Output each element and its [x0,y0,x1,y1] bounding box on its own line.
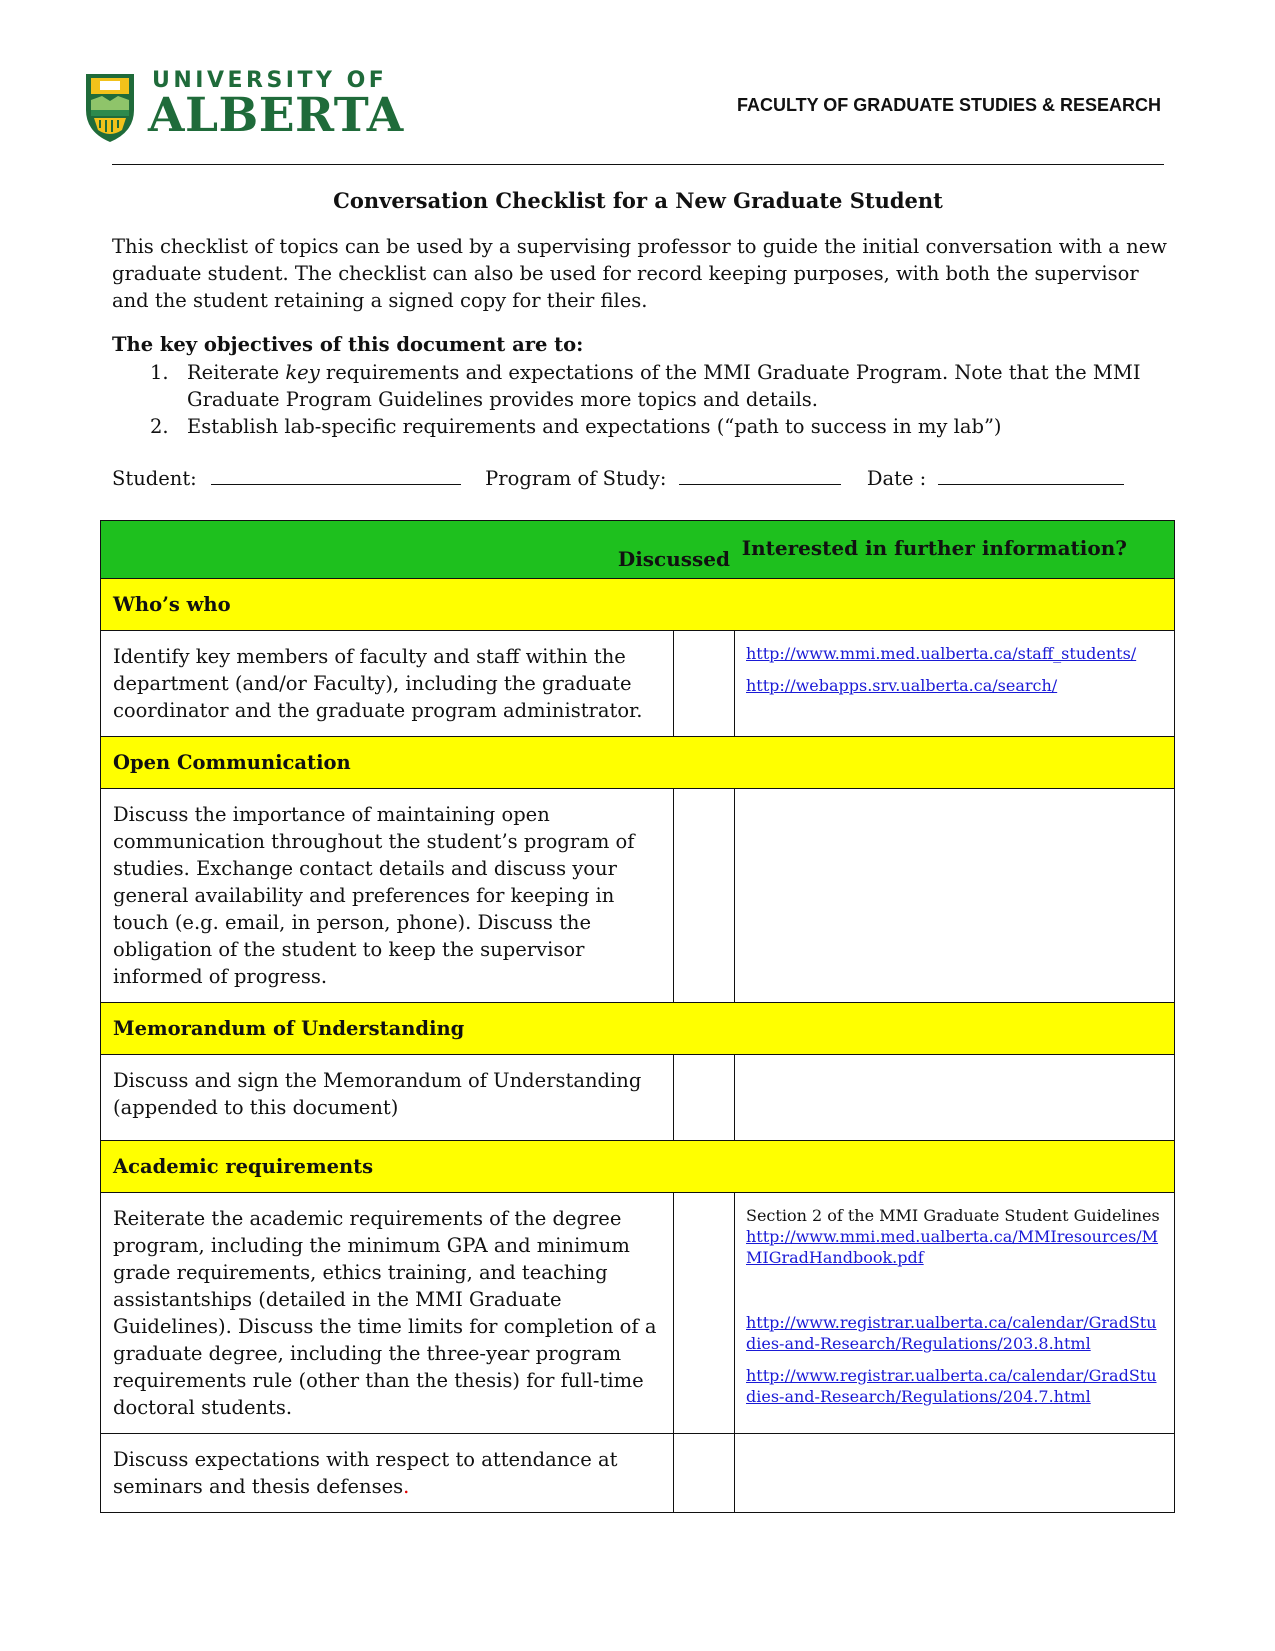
table-row [101,1434,1175,1513]
row-description: Discuss expectations with respect to attendance at seminars and thesis defenses. [101,1434,674,1513]
objectives-list [112,359,1172,440]
discussed-cell[interactable] [674,1434,735,1513]
discussed-cell[interactable] [674,789,735,1003]
col-discussed: Discussed [617,547,730,571]
col-interest: Interested in further information? [741,536,1127,560]
faculty-name: FACULTY OF GRADUATE STUDIES & RESEARCH [736,95,1161,115]
objective-item: 1. Reiterate key requirements and expectations of the MMI Graduate Program. Note that the MMI Graduate Program Guidelines provides more topics and details. [150,361,1141,411]
guideline-note: Section 2 of the MMI Graduate Student Guidelines [746,1206,1160,1225]
discussed-cell[interactable] [674,1193,735,1434]
header-divider [112,164,1164,165]
student-info-fields [112,467,1124,490]
red-period: . [403,1475,410,1498]
row-description: Reiterate the academic requirements of the degree program, including the minimum GPA and minimum grade requirements, ethics training, and teaching assistantships (detailed in the MMI Graduate Guidelines). Discuss the time limits for completion of a graduate degree, including the three-year program requirements rule (other than the thesis) for full-time doctoral students. [101,1193,674,1434]
section-header: Open Communication [101,737,1175,789]
link[interactable]: http://www.mmi.med.ualberta.ca/MMIresources/MMIGradHandbook.pdf [746,1227,1159,1267]
logo-university-of: UNIVERSITY OF [152,68,388,93]
student-field[interactable] [211,468,461,485]
link[interactable]: http://www.registrar.ualberta.ca/calendar/GradStudies-and-Research/Regulations/203.8.html [746,1313,1157,1353]
student-label: Student: [112,467,197,490]
info-cell[interactable] [735,789,1175,1003]
section-header: Academic requirements [101,1141,1175,1193]
info-cell[interactable] [735,1055,1175,1141]
info-cell [735,631,1175,737]
link[interactable]: http://webapps.srv.ualberta.ca/search/ [746,676,1058,695]
date-label: Date : [866,467,927,490]
info-cell [735,1193,1175,1434]
checklist-table [100,520,1175,1513]
program-field[interactable] [679,468,841,485]
emphasis-key: key [285,361,320,384]
intro-paragraph: This checklist of topics can be used by a supervising professor to guide the initial conversation with a new graduate student. The checklist can also be used for record keeping purposes, with both the supervisor and the student retaining a signed copy for their files. [112,235,1167,312]
table-row [101,1193,1175,1434]
table-header [101,521,1175,579]
row-description: Identify key members of faculty and staff within the department (and/or Faculty), including the graduate coordinator and the graduate program administrator. [101,631,674,737]
document-title: Conversation Checklist for a New Graduate Student [333,188,943,213]
discussed-cell[interactable] [674,1055,735,1141]
table-row [101,631,1175,737]
crest-icon [82,70,138,144]
logo-alberta: ALBERTA [148,88,404,143]
university-logo [82,68,402,146]
section-header: Who’s who [101,579,1175,631]
discussed-cell[interactable] [674,631,735,737]
row-description: Discuss the importance of maintaining open communication throughout the student’s program of studies. Exchange contact details and discuss your general availability and preferences for keeping in touch (e.g. email, in person, phone). Discuss the obligation of the student to keep the supervisor informed of progress. [101,789,674,1003]
row-description: Discuss and sign the Memorandum of Understanding (appended to this document) [101,1055,674,1141]
link[interactable]: http://www.mmi.med.ualberta.ca/staff_students/ [746,644,1137,663]
link[interactable]: http://www.registrar.ualberta.ca/calendar/GradStudies-and-Research/Regulations/204.7.html [746,1366,1157,1406]
objective-item: 2. Establish lab-specific requirements and expectations (“path to success in my lab”) [150,415,1002,438]
table-row [101,1055,1175,1141]
objectives-heading: The key objectives of this document are to: [112,333,584,356]
date-field[interactable] [938,468,1124,485]
section-header: Memorandum of Understanding [101,1003,1175,1055]
table-row [101,789,1175,1003]
program-label: Program of Study: [485,467,667,490]
info-cell[interactable] [735,1434,1175,1513]
